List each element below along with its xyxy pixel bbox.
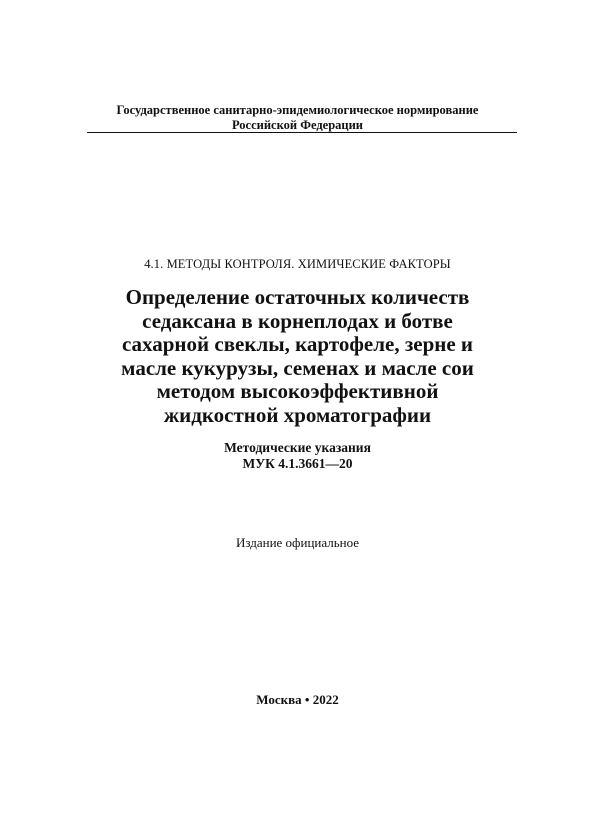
issuing-authority xyxy=(0,103,595,133)
title-line: сахарной свеклы, картофеле, зерне и xyxy=(121,332,474,356)
header-divider xyxy=(87,132,517,133)
document-title xyxy=(0,286,595,427)
document-number: МУК 4.1.3661—20 xyxy=(242,456,353,471)
title-line: жидкостной хроматографии xyxy=(163,402,432,427)
title-line: Определение остаточных количеств xyxy=(125,285,470,309)
title-line: методом высокоэффективной xyxy=(156,379,439,403)
section-heading: 4.1. МЕТОДЫ КОНТРОЛЯ. ХИМИЧЕСКИЕ ФАКТОРЫ xyxy=(144,257,451,271)
document-type xyxy=(0,440,595,472)
title-line: седаксана в корнеплодах и ботве xyxy=(142,308,453,333)
place-and-year: Москва • 2022 xyxy=(256,692,339,707)
issuing-authority-line-2: Российской Федерации xyxy=(231,118,364,132)
issuing-authority-line-1: Государственное санитарно-эпидемиологическое нормирование xyxy=(116,103,479,117)
document-type-label: Методические указания xyxy=(224,440,371,455)
edition-note: Издание официальное xyxy=(235,535,360,550)
title-line: масле кукурузы, семенах и масле сои xyxy=(121,355,474,380)
